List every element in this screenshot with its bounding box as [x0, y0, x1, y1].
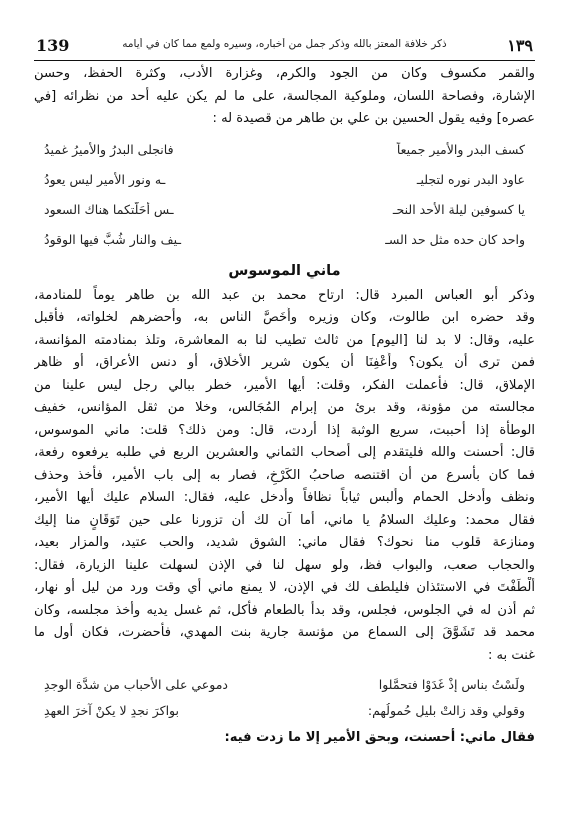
verse-first-hemistich: واحد كان حده مثل حد السـ [385, 232, 525, 247]
verse-first-hemistich: وقولي وقد زالتْ بليلٍ حُمولُهم: [367, 702, 525, 718]
text-line: فقال محمد: وعليك السلامُ يا ماني، أما آن لك أن تزورنا على حين تَوَقَانٍ منا إليك [34, 512, 535, 528]
text-line: عليه، وقال: لا بد لنا [اليوم] من ثالث تطيب لنا به المعاشرة، وتلذ بمنادمته المؤانسة، [34, 332, 535, 348]
text-line: عصره] وفيه يقول الحسين بن علي بن طاهر من قصيدة له : [212, 111, 535, 126]
verse-first-hemistich: كسف البدر والأمير جميعاً [396, 142, 525, 157]
text-line: والقمر مكسوف وكان من الجود والكرم، وغزارة الأدب، وكثرة الحفظ، وحسن [34, 66, 535, 81]
intro-paragraph [34, 63, 535, 131]
verse [34, 225, 535, 255]
text-line: مجالسته من مؤونة، وقد برئ من إبرام المُجَالس، وخلا من ثقل المؤانس، خفيف [34, 400, 535, 415]
text-line: محمد قد تَشَوَّقَ إلى السماع من مؤنسة جارية بنت المهدي، فأحضرت، فكان أول ما [34, 625, 535, 640]
page-header [34, 30, 535, 60]
text-line: الوطأة إذا أحببت، سريع الوثبة إذا أردت، قال: ومن ذلك؟ قلت: ماني الموسوس، [34, 422, 535, 438]
section-heading: ماني الموسوس [228, 262, 341, 279]
verse-first-hemistich: ولَسْتُ بناسٍ إذْ غَدَوْا فتحمَّلوا [378, 676, 525, 692]
poem-2 [34, 671, 535, 723]
verse-first-hemistich: يا كسوفين ليلة الأحد النحـ [392, 202, 525, 217]
verse-second-hemistich: ـيف والنار شُبَّ فيها الوقودُ [44, 232, 182, 247]
verse [34, 195, 535, 225]
header-rule [34, 60, 535, 61]
page-body [34, 63, 535, 750]
text-line: فقال ماني: أحسنت، وبحق الأمير إلا ما زدت فيه: [224, 730, 535, 745]
verse [34, 135, 535, 165]
verse-second-hemistich: ـه ونور الأمير ليس يعودُ [44, 172, 166, 187]
verse [34, 671, 535, 697]
verse [34, 165, 535, 195]
text-line: الإشارة، وفصاحة اللسان، وملوكية المجالسة، على ما لم يكن عليه أحد من نظرائه [في [34, 88, 535, 104]
text-line: غنت به : [487, 647, 535, 663]
poem-1 [34, 135, 535, 255]
text-line: ومنازعة قلوب منا نحوك؟ فقال ماني: الشوق شديد، والحب عتيد، والمزار بعيد، [34, 535, 535, 550]
page-number-latin: 139 [36, 36, 70, 55]
story-paragraph [34, 285, 535, 668]
page-number-arabic: ١٣٩ [507, 36, 533, 55]
text-line: ثم أذن له في الجلوس، فجلس، وقد بدأ بالطعام فأكل، ثم غسل يديه وأخذ مجلسه، وكان [34, 602, 535, 618]
verse-second-hemistich: بواكرَ نجدٍ لا يكنْ آخرَ العهدِ [44, 702, 179, 718]
text-line: أَلْطَفْتَ في الاستئذان فليلطف لك في الإذن، لا يمنع ماني أي وقت ورد من ليل أو نهار، [34, 580, 535, 595]
text-line: فما كان بأسرع من أن اقتنصه صاحبُ الكَرْخِ، فصار به إلى باب الأمير، فأخذ وحذف [34, 467, 535, 483]
text-line: ونظف وأدخل الحمام وأُلبس ثياباً نظافاً وأُدخل عليه، فقال: السلام عليك أيها الأمير، [34, 490, 535, 505]
verse-second-hemistich: دموعي على الأحبابِ من شدَّة الوجدِ [44, 676, 228, 692]
text-line: قال: أحسنت والله فليتقدم إلى أصحاب الثماني والعشرين الربع في طلبه يرفعوه رفعة، [34, 445, 535, 460]
verse-second-hemistich: ـس أحَلّتكما هناك السعود [44, 202, 174, 217]
closing-paragraph [34, 727, 535, 750]
text-line: فمن ترى أن يكون؟ وأَعْفِنَا أن يكون شرير الأخلاق، أو دنس الأعراق، أو ظاهر [34, 355, 535, 370]
text-line: الإملاق، قال: فأعملت الفكر، وقلت: أيها الأمير، خطر ببالي رجل ليس علينا من [34, 377, 535, 393]
text-line: وقد حضره ابن طالوت، وكان وزيره وأَخَصَّ الناس به، وأحضرهم لخلواته، فأقبل [34, 310, 535, 325]
text-line: وذكر أبو العباس المبرد قال: ارتاح محمد بن عبد الله بن طاهر يوماً للمنادمة، [34, 287, 535, 303]
text-line: والحجاب صعب، والبواب فظ، ولو سهل لنا في الإذن لسهلت علينا الزيارة، فقال: [34, 557, 535, 573]
verse [34, 697, 535, 723]
verse-second-hemistich: فانجلى البدرُ والأميرُ غميدُ [44, 142, 174, 157]
verse-first-hemistich: عاود البدر نوره لتجليـ [416, 172, 525, 187]
running-title: ذكر خلافة المعتز بالله وذكر جمل من أخباره، وسيره ولمع مما كان في أيامه [122, 38, 447, 50]
